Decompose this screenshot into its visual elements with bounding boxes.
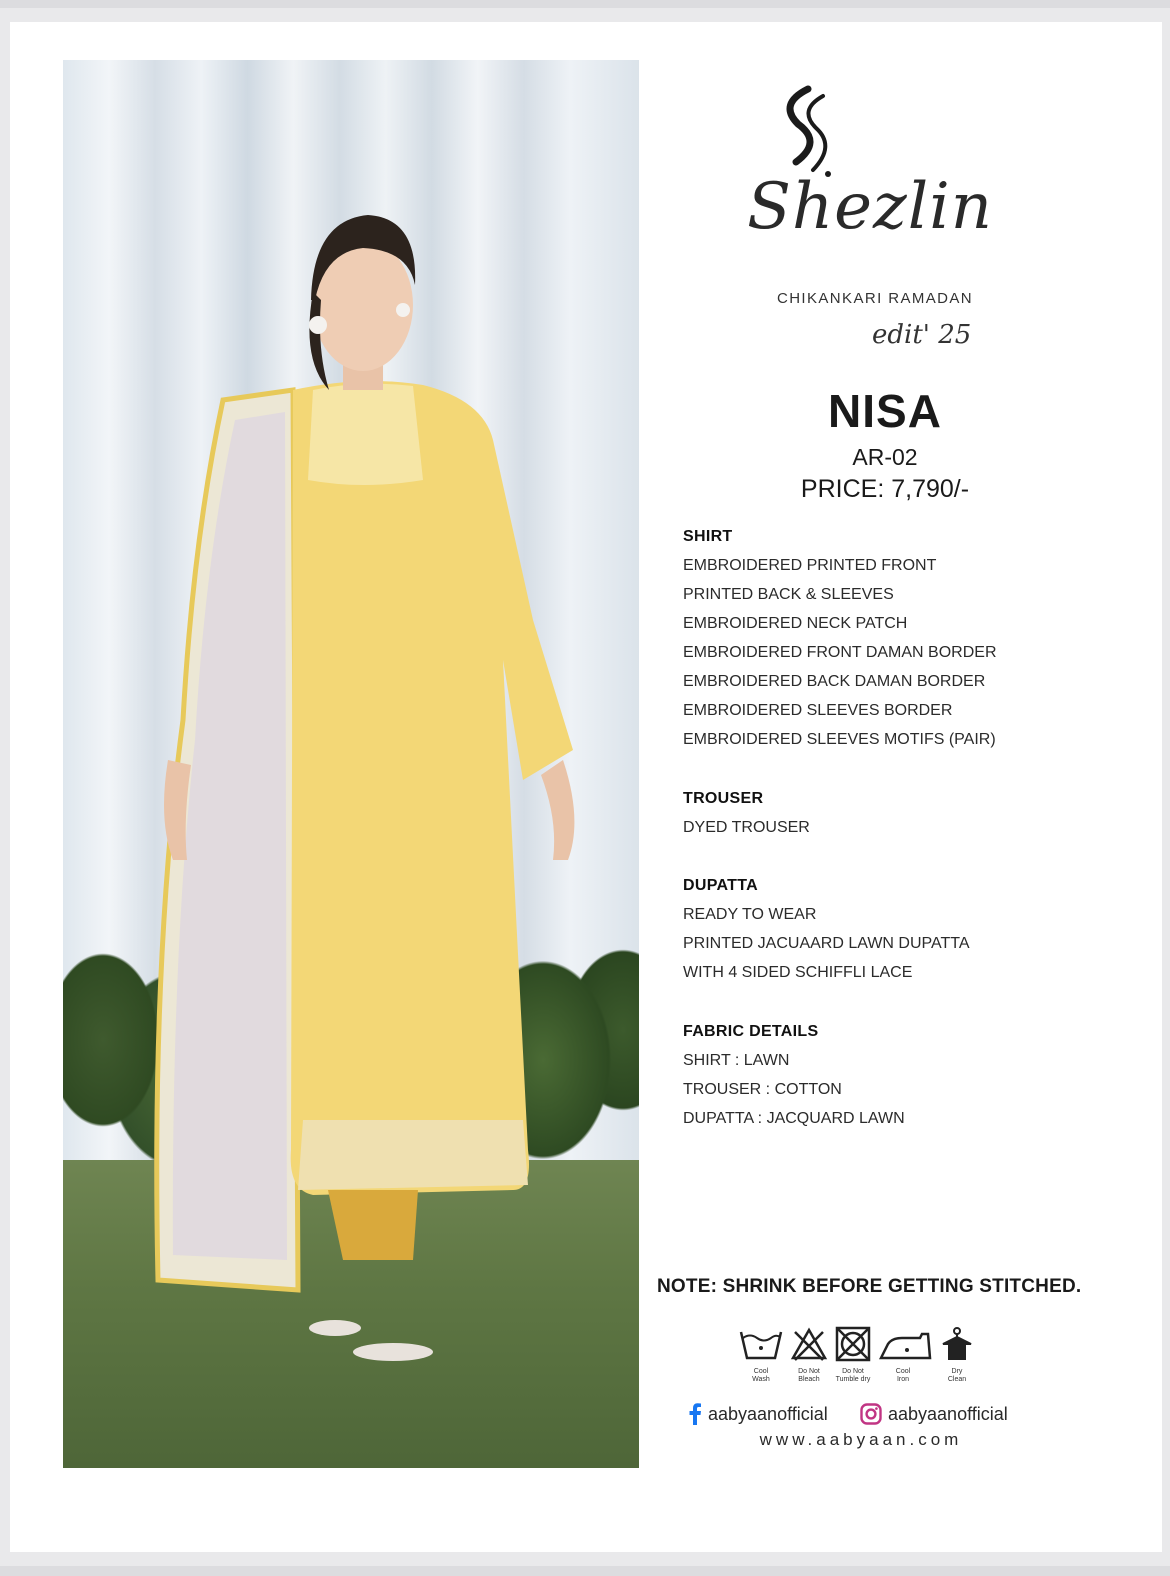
detail-item: EMBROIDERED SLEEVES MOTIFS (PAIR) <box>683 731 996 748</box>
stitching-note: NOTE: SHRINK BEFORE GETTING STITCHED. <box>657 1276 1082 1297</box>
care-item-bleach <box>784 1326 834 1384</box>
top-strip <box>0 0 1170 8</box>
instagram-icon <box>860 1403 882 1425</box>
detail-item: DUPATTA : JACQUARD LAWN <box>683 1110 905 1127</box>
cool-iron-icon <box>878 1326 932 1362</box>
edition-label: edit' 25 <box>872 320 972 350</box>
care-item-wash <box>736 1326 786 1384</box>
care-label: Dry <box>951 1368 963 1375</box>
care-instructions <box>736 1326 996 1390</box>
model-figure <box>63 60 639 1468</box>
detail-item: TROUSER : COTTON <box>683 1081 842 1098</box>
product-name: NISA <box>828 385 942 437</box>
detail-item: WITH 4 SIDED SCHIFFLI LACE <box>683 964 913 981</box>
detail-item: EMBROIDERED NECK PATCH <box>683 615 908 632</box>
detail-item: READY TO WEAR <box>683 906 817 923</box>
section-title: FABRIC DETAILS <box>683 1023 819 1040</box>
detail-item: DYED TROUSER <box>683 819 810 836</box>
detail-item: EMBROIDERED PRINTED FRONT <box>683 557 937 574</box>
model-photo <box>63 60 639 1468</box>
trouser-details <box>683 784 1103 842</box>
instagram-handle[interactable] <box>860 1402 1008 1426</box>
dupatta-details <box>683 871 1103 987</box>
care-item-tumble <box>828 1326 878 1384</box>
facebook-handle-text: aabyaanofficial <box>708 1403 828 1424</box>
care-label: Cool <box>895 1368 911 1375</box>
care-label: Tumble dry <box>835 1376 871 1383</box>
care-item-dry-clean <box>932 1326 982 1384</box>
detail-item: EMBROIDERED SLEEVES BORDER <box>683 702 953 719</box>
brand-monogram-icon <box>768 84 858 184</box>
detail-item: EMBROIDERED BACK DAMAN BORDER <box>683 673 986 690</box>
product-code: AR-02 <box>852 444 918 470</box>
care-label: Do Not <box>842 1368 864 1375</box>
brand-name: Shezlin <box>747 170 993 244</box>
care-label: Wash <box>752 1376 770 1383</box>
care-label: Iron <box>896 1376 910 1383</box>
care-item-iron <box>878 1326 928 1384</box>
detail-item: SHIRT : LAWN <box>683 1052 790 1069</box>
do-not-tumble-dry-icon <box>833 1326 873 1362</box>
instagram-handle-text: aabyaanofficial <box>888 1403 1008 1424</box>
section-title: DUPATTA <box>683 877 758 894</box>
care-label: Bleach <box>798 1376 820 1383</box>
care-label: Do Not <box>798 1368 820 1375</box>
facebook-icon <box>688 1403 702 1425</box>
collection-title: CHIKANKARI RAMADAN <box>776 290 974 307</box>
care-label: Cool <box>753 1368 769 1375</box>
website-link[interactable]: www.aabyaan.com <box>759 1430 963 1449</box>
bottom-strip <box>0 1566 1170 1576</box>
section-title: SHIRT <box>683 528 733 545</box>
detail-item: EMBROIDERED FRONT DAMAN BORDER <box>683 644 997 661</box>
shirt-details <box>683 522 1103 754</box>
detail-item: PRINTED JACUAARD LAWN DUPATTA <box>683 935 970 952</box>
detail-item: PRINTED BACK & SLEEVES <box>683 586 894 603</box>
dry-clean-icon <box>937 1326 977 1362</box>
fabric-details <box>683 1017 1103 1133</box>
section-title: TROUSER <box>683 790 764 807</box>
product-price: PRICE: 7,790/- <box>800 475 970 503</box>
care-label: Clean <box>947 1376 967 1383</box>
do-not-bleach-icon <box>789 1326 829 1362</box>
facebook-handle[interactable] <box>688 1402 828 1426</box>
cool-wash-icon <box>738 1326 784 1362</box>
